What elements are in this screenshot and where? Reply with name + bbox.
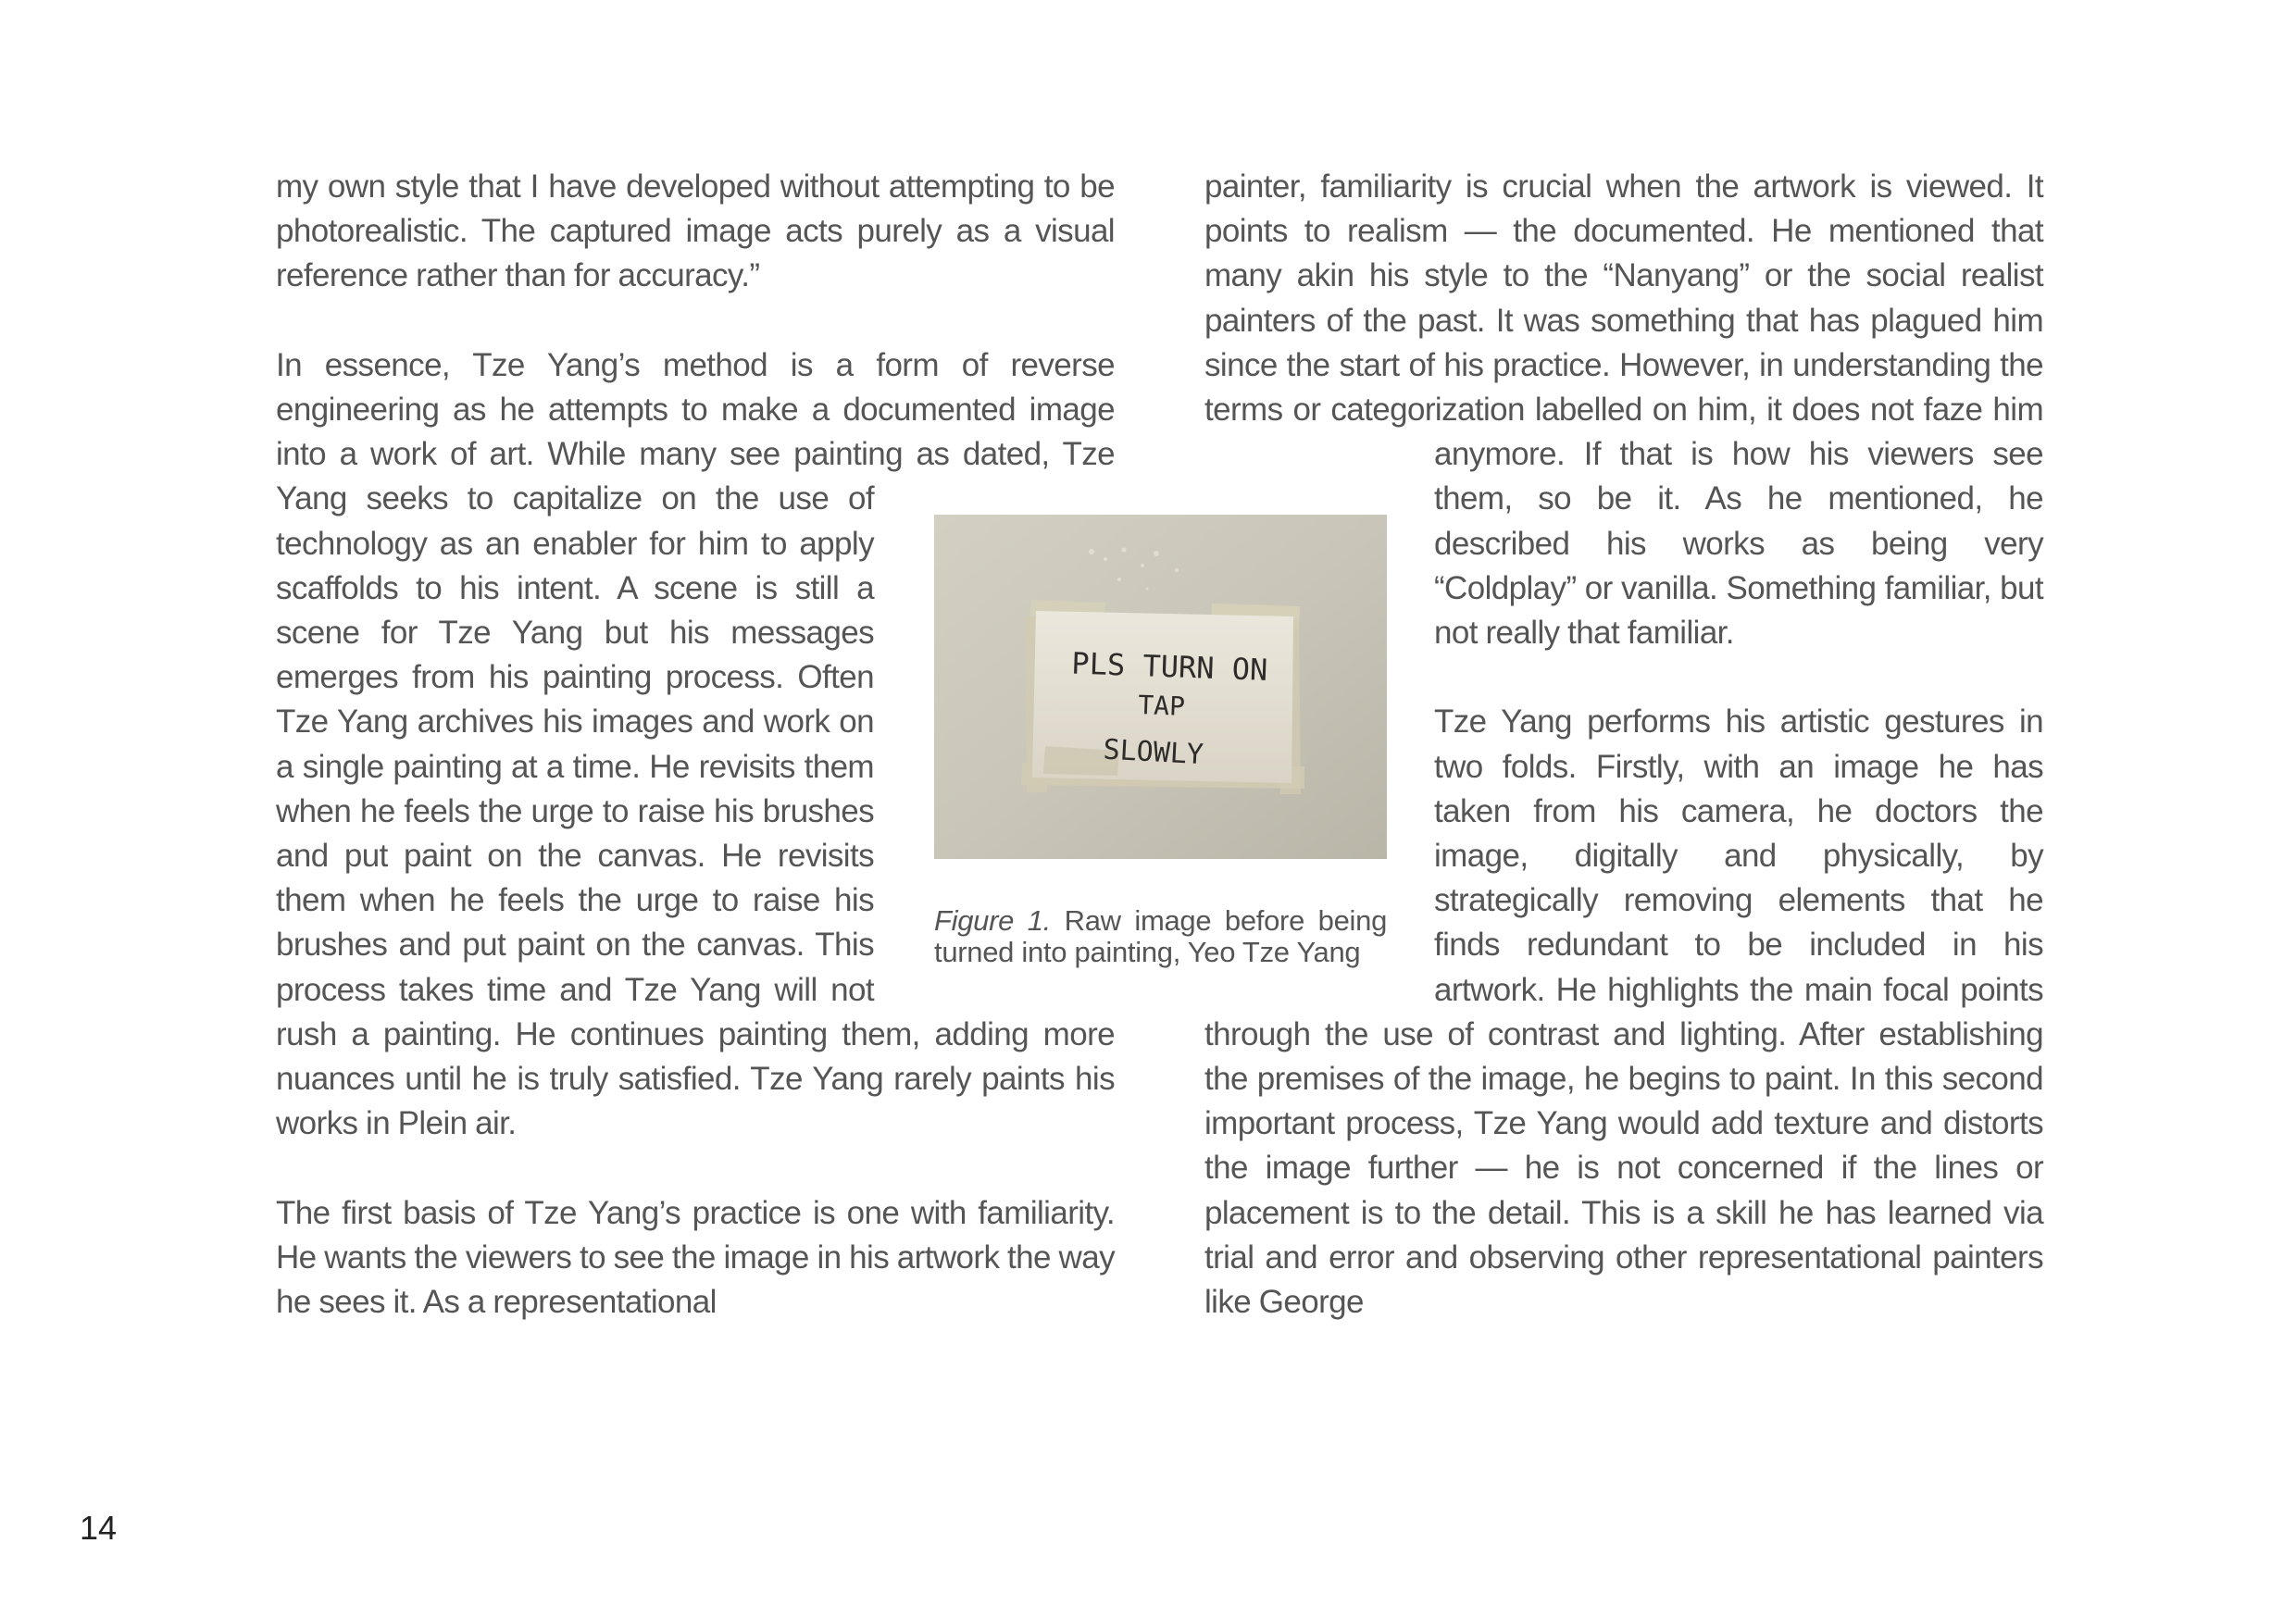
right-paragraph-2-wrap: Tze Yang performs his artistic gestures in two folds. Firstly, with an image he has taken from his camera, he doctors the image, digitally and physically, by strategically removing elements that he finds redundant to be included in his artwork. He highlights the main focal [1434, 703, 2043, 1008]
figure-caption [934, 905, 1387, 968]
right-paragraph-1-wrap: his viewers see them, so be it. As he mentioned, he described his works as being very “Coldplay” or vanilla. Something familiar, but not really that familiar. [1434, 436, 2043, 652]
page-number: 14 [80, 1509, 118, 1547]
note-text-line-2: TAP [1137, 690, 1186, 722]
left-paragraph-1: my own style that I have developed without attempting to be photorealistic. The captured image acts purely as a visual reference rather than for accuracy.” [276, 168, 1115, 294]
right-paragraph-1-intro: painter, familiarity is crucial when the artwork is viewed. It points to realism — the documented. He mentioned that many akin his style to the “Nanyang” or the social realist painters of the past. It was something that has plagued him since the start of his practice. However, in understanding the terms or categorization labelled on him, it does not faze him anymore. If that is how [1204, 168, 2043, 473]
figure-photo [934, 515, 1387, 859]
note-text-line-3: SLOWLY [1102, 733, 1204, 772]
left-paragraph-3: The first basis of Tze Yang’s practice is one with familiarity. He wants the viewers to see the image in his artwork the way he sees it. As a representational [276, 1194, 1115, 1321]
right-paragraph-2-end: points through the use of contrast and lighting. After establishing the premises of the image, he begins to paint. In this second important process, Tze Yang would add texture and distorts the image further — he is not concerned if the lines or placement is to the detail. This is a skill he has learned via trial and error and observing other representational painters like George [1204, 971, 2043, 1321]
left-paragraph-2-intro: In essence, Tze Yang’s method is a form of reverse engineering as he attempts to make a documented image into a work of art. While many see painting as [276, 346, 1115, 473]
left-paragraph-2-end: a painting. He continues painting them, adding more nuances until he is truly satisfied. Tze Yang rarely paints his works in Plein air. [276, 1015, 1115, 1142]
figure-1 [934, 515, 1387, 968]
left-paragraph-2-wrap: dated, Tze Yang seeks to capitalize on the use of technology as an enabler for him to apply scaffolds to his intent. A scene is still a scene for Tze Yang but his messages emerges from his painting process. Often Tze Yang archives his images and work on a single painting at a time. He revisits them when he feels the urge to raise his brushes and put paint on the canvas. He revisits them when he feels the urge to raise his brushes and put paint on the canvas. This process takes time and Tze Yang will not rush [276, 436, 1116, 1052]
figure-caption-text: Raw image before being turned into painting, Yeo Tze Yang [934, 904, 1388, 968]
figure-caption-label: Figure 1. [934, 904, 1051, 937]
note-text-line-1: PLS TURN ON [1070, 645, 1268, 688]
